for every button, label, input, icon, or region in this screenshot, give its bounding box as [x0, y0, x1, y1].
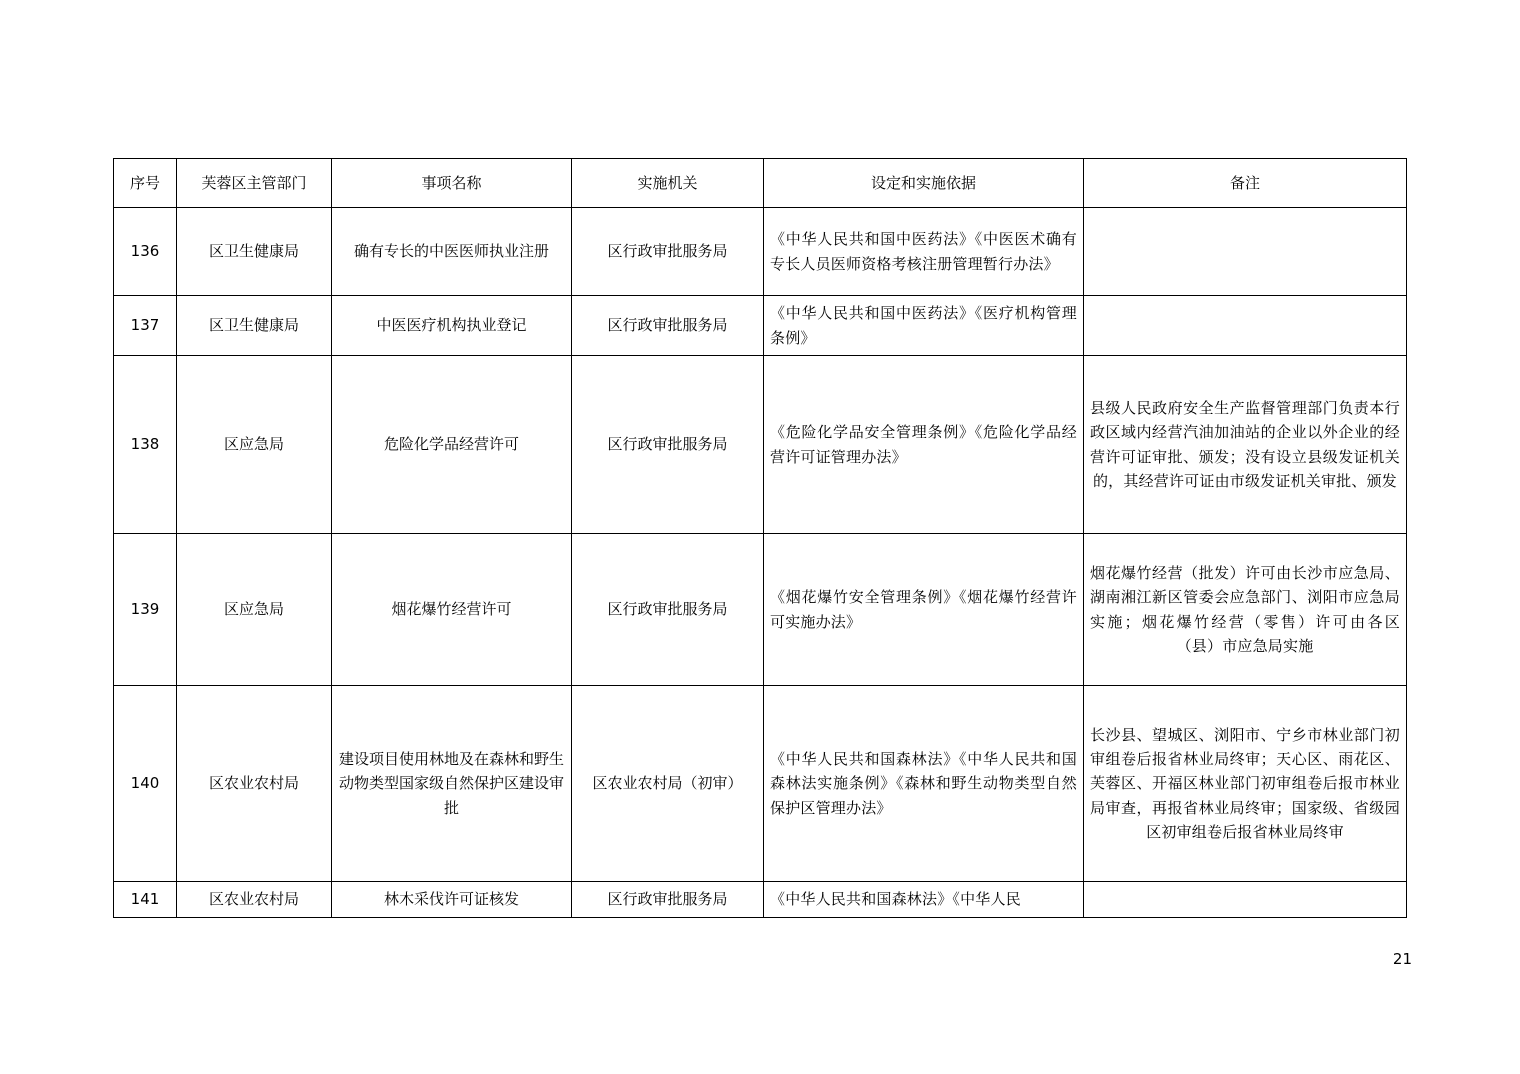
- cell-department: 区应急局: [177, 356, 332, 534]
- cell-department: 区卫生健康局: [177, 208, 332, 296]
- cell-remark: [1084, 296, 1407, 356]
- cell-basis: 《中华人民共和国森林法》《中华人民: [764, 882, 1084, 918]
- cell-remark: 烟花爆竹经营（批发）许可由长沙市应急局、湖南湘江新区管委会应急部门、浏阳市应急局实施；烟花爆竹经营（零售）许可由各区（县）市应急局实施: [1084, 534, 1407, 686]
- column-header-basis: 设定和实施依据: [764, 159, 1084, 208]
- cell-item-name: 烟花爆竹经营许可: [332, 534, 572, 686]
- table-row: [114, 356, 1407, 534]
- cell-seq: 141: [114, 882, 177, 918]
- cell-remark: 长沙县、望城区、浏阳市、宁乡市林业部门初审组卷后报省林业局终审；天心区、雨花区、芙蓉区、开福区林业部门初审组卷后报市林业局审查，再报省林业局终审；国家级、省级园区初审组卷后报省林业局终审: [1084, 686, 1407, 882]
- cell-seq: 139: [114, 534, 177, 686]
- cell-basis: 《中华人民共和国中医药法》《中医医术确有专长人员医师资格考核注册管理暂行办法》: [764, 208, 1084, 296]
- cell-seq: 136: [114, 208, 177, 296]
- cell-item-name: 林木采伐许可证核发: [332, 882, 572, 918]
- cell-implementing-agency: 区行政审批服务局: [572, 296, 764, 356]
- cell-item-name: 危险化学品经营许可: [332, 356, 572, 534]
- page-number: 21: [1392, 950, 1412, 968]
- cell-implementing-agency: 区行政审批服务局: [572, 534, 764, 686]
- cell-seq: 140: [114, 686, 177, 882]
- cell-implementing-agency: 区行政审批服务局: [572, 356, 764, 534]
- cell-item-name: 确有专长的中医医师执业注册: [332, 208, 572, 296]
- column-header-seq: 序号: [114, 159, 177, 208]
- table-row: [114, 534, 1407, 686]
- cell-implementing-agency: 区行政审批服务局: [572, 208, 764, 296]
- cell-seq: 138: [114, 356, 177, 534]
- column-header-item-name: 事项名称: [332, 159, 572, 208]
- cell-basis: 《烟花爆竹安全管理条例》《烟花爆竹经营许可实施办法》: [764, 534, 1084, 686]
- cell-basis: 《中华人民共和国森林法》《中华人民共和国森林法实施条例》《森林和野生动物类型自然保护区管理办法》: [764, 686, 1084, 882]
- table-row: [114, 208, 1407, 296]
- column-header-department: 芙蓉区主管部门: [177, 159, 332, 208]
- cell-item-name: 中医医疗机构执业登记: [332, 296, 572, 356]
- cell-department: 区农业农村局: [177, 882, 332, 918]
- column-header-implementing-agency: 实施机关: [572, 159, 764, 208]
- table-row: [114, 296, 1407, 356]
- permit-items-table: [113, 158, 1407, 918]
- table-row: [114, 686, 1407, 882]
- cell-remark: 县级人民政府安全生产监督管理部门负责本行政区域内经营汽油加油站的企业以外企业的经营许可证审批、颁发；没有设立县级发证机关的，其经营许可证由市级发证机关审批、颁发: [1084, 356, 1407, 534]
- cell-remark: [1084, 208, 1407, 296]
- cell-department: 区农业农村局: [177, 686, 332, 882]
- cell-basis: 《中华人民共和国中医药法》《医疗机构管理条例》: [764, 296, 1084, 356]
- table-row: [114, 882, 1407, 918]
- cell-seq: 137: [114, 296, 177, 356]
- cell-implementing-agency: 区行政审批服务局: [572, 882, 764, 918]
- cell-item-name: 建设项目使用林地及在森林和野生动物类型国家级自然保护区建设审批: [332, 686, 572, 882]
- cell-department: 区卫生健康局: [177, 296, 332, 356]
- cell-department: 区应急局: [177, 534, 332, 686]
- table-header-row: [114, 159, 1407, 208]
- cell-implementing-agency: 区农业农村局（初审）: [572, 686, 764, 882]
- cell-basis: 《危险化学品安全管理条例》《危险化学品经营许可证管理办法》: [764, 356, 1084, 534]
- cell-remark: [1084, 882, 1407, 918]
- column-header-remark: 备注: [1084, 159, 1407, 208]
